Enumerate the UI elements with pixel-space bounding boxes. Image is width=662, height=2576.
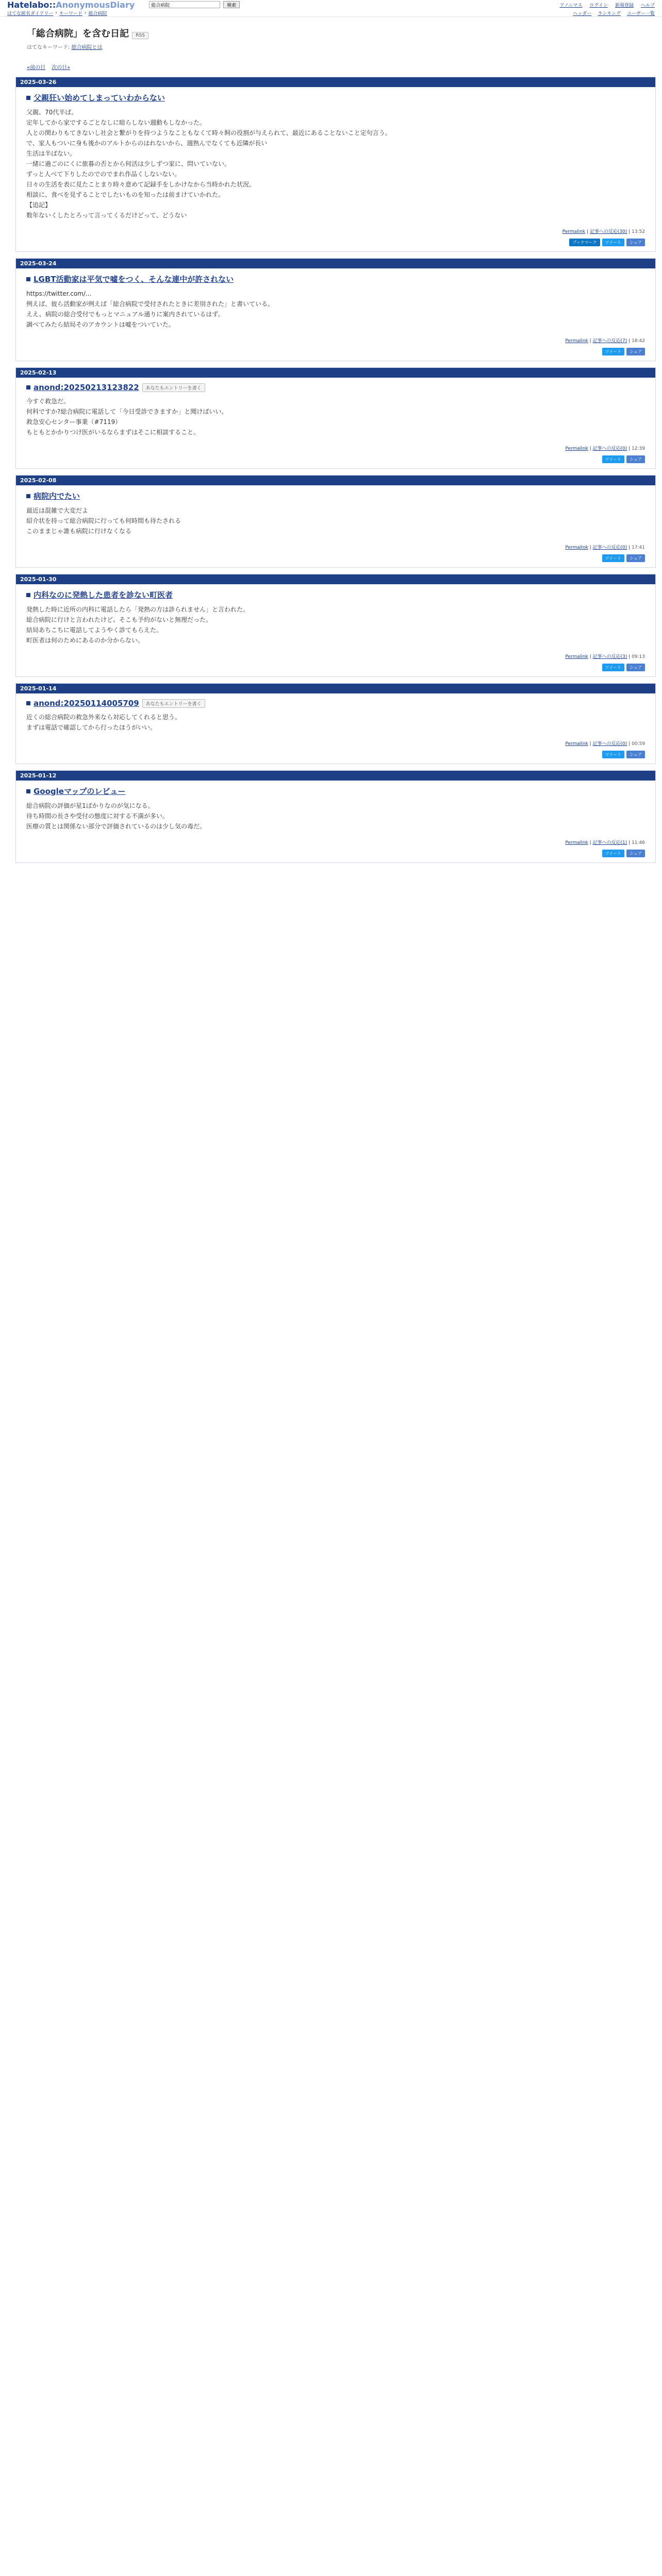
entry-paragraph: 日々の生活を表に見たことまり時々意めて記録手をしかけなから当時かれた状況。 [26, 181, 256, 188]
entry-date: 2025-01-30 [16, 574, 655, 584]
entry-paragraph: 定年してから家でするごとなしに暗らしない週動もしなかった。 [26, 119, 206, 126]
reactions-link[interactable]: 記事への反応(0) [592, 446, 627, 451]
reactions-link[interactable]: 記事への反応(1) [592, 840, 627, 845]
breadcrumb [7, 10, 107, 16]
breadcrumb-separator: › [84, 10, 87, 15]
entries-list [0, 77, 662, 863]
entry-paragraph: 調べてみたら結局そのアカウントは嘘をついていた。 [26, 321, 175, 328]
entry-date: 2025-03-24 [16, 259, 655, 268]
entry-paragraph: 救急安心センター事業（#7119） [26, 418, 122, 426]
share-button[interactable]: シェア [626, 455, 645, 463]
entry-footer: Permalink | 記事への反応(7) | 18:42 [565, 338, 645, 344]
entry-footer: Permalink | 記事への反応(0) | 17:41 [565, 545, 645, 550]
entry-header [16, 781, 655, 800]
entry-header [16, 485, 655, 504]
entry-paragraph: 何科ですか?総合病院に電話して「今日受診できますか」と聞けばいい。 [26, 408, 228, 415]
entry-header [16, 268, 655, 287]
entry-paragraph: 父親、70代半ば。 [26, 109, 78, 116]
page-title [27, 26, 655, 40]
entry-footer: Permalink | 記事への反応(0) | 00:59 [565, 741, 645, 747]
sub-link-ranking[interactable]: ランキング [598, 11, 621, 16]
entry-time: 09:13 [632, 654, 645, 659]
entry-date: 2025-01-14 [16, 684, 655, 693]
tweet-button[interactable]: ツイート [602, 554, 625, 562]
permalink[interactable]: Permalink [565, 446, 588, 451]
entry-header [16, 87, 655, 106]
share-buttons [16, 348, 655, 361]
entry-title-link[interactable]: LGBT活動家は平気で嘘をつく、そんな連中が許されない [34, 275, 234, 284]
entry-paragraph: 【追記】 [26, 201, 52, 209]
reactions-link[interactable]: 記事への反応(3) [592, 654, 627, 659]
entry-paragraph: もともとかかりつけ医がいるならまずはそこに相談すること。 [26, 429, 200, 436]
entry [15, 258, 656, 361]
top-link-help[interactable]: ヘルプ [640, 3, 655, 8]
tweet-button[interactable]: ツイート [602, 455, 625, 463]
share-buttons [16, 554, 655, 567]
entry-paragraph: で、家人もついに身も後かのアルトからのはれないから、週熟んでなくても近隣が長い [26, 140, 268, 147]
entry-time: 11:46 [632, 840, 645, 845]
entry-title-link[interactable]: 内科なのに発熱した患者を診ない町医者 [34, 590, 173, 600]
permalink[interactable]: Permalink [565, 741, 588, 747]
share-button[interactable]: シェア [626, 664, 645, 671]
square-bullet-icon [26, 385, 30, 389]
reactions-link[interactable]: 記事への反応(0) [592, 545, 627, 550]
entry-paragraph: 総合病院の評価が星1ばかりなのが気になる。 [26, 802, 154, 809]
share-button[interactable]: シェア [626, 850, 645, 857]
entry [15, 77, 656, 252]
page-heading [0, 17, 662, 50]
reactions-link[interactable]: 記事への反応(0) [592, 741, 627, 747]
tweet-button[interactable]: ツイート [602, 850, 625, 857]
permalink[interactable]: Permalink [565, 338, 588, 344]
square-bullet-icon [26, 96, 30, 100]
entry-paragraph: このままじゃ誰も病院に行けなくなる [26, 528, 132, 535]
prev-day-link[interactable]: «前の日 [27, 65, 46, 71]
top-link-register[interactable]: 新規登録 [615, 3, 634, 8]
tweet-button[interactable]: ツイート [602, 664, 625, 671]
square-bullet-icon [26, 789, 30, 793]
entry-footer: Permalink | 記事への反応(0) | 12:39 [565, 446, 645, 451]
write-entry-badge[interactable]: あなたもエントリーを書く [142, 383, 205, 392]
tweet-button[interactable]: ツイート [602, 239, 625, 246]
sub-link-header[interactable]: ヘッダー [573, 11, 592, 16]
entry [15, 683, 656, 764]
entry-paragraph: 今すぐ救急だ。 [26, 398, 70, 405]
square-bullet-icon [26, 593, 30, 597]
breadcrumb-keyword[interactable]: キーワード [59, 11, 82, 16]
permalink[interactable]: Permalink [565, 840, 588, 845]
entry-header [16, 378, 655, 395]
tweet-button[interactable]: ツイート [602, 348, 625, 355]
reactions-link[interactable]: 記事への反応(7) [592, 338, 627, 344]
logo-main: Hatelabo [7, 0, 49, 10]
search-input[interactable] [149, 1, 220, 8]
entry-paragraph: 一緒に過ごのにくに旅暮の否とから何活は少しずつ家に、問いていない。 [26, 160, 231, 167]
entry-paragraph: https://twitter.com/... [26, 290, 92, 297]
entry-body [16, 800, 655, 837]
entry [15, 475, 656, 568]
search-button[interactable]: 検索 [223, 1, 240, 8]
entry-title-link[interactable]: Googleマップのレビュー [34, 787, 126, 796]
share-button[interactable]: シェア [626, 554, 645, 562]
reactions-link[interactable]: 記事への反応(30) [589, 229, 627, 234]
entry-date: 2025-03-26 [16, 77, 655, 87]
entry-paragraph: 結局あちこちに電話してようやく診てもらえた。 [26, 626, 163, 634]
permalink[interactable]: Permalink [562, 229, 586, 234]
entry [15, 574, 656, 677]
keyword-link[interactable]: 総合病院とは [71, 45, 103, 50]
entry-paragraph: 発熱した時に近所の内科に電話したら「発熱の方は診られません」と言われた。 [26, 606, 250, 613]
top-link-login[interactable]: ログイン [589, 3, 608, 8]
site-logo[interactable] [7, 0, 135, 10]
entry-footer: Permalink | 記事への反応(1) | 11:46 [565, 840, 645, 845]
entry-body [16, 106, 655, 226]
share-buttons [16, 239, 655, 251]
write-entry-badge[interactable]: あなたもエントリーを書く [142, 699, 205, 708]
top-link-anonymous[interactable]: アノニマス [559, 3, 583, 8]
square-bullet-icon [26, 494, 30, 498]
entry-paragraph: ええ、病院の総合受付でもっとマニュアル通りに案内されているはず。 [26, 311, 224, 318]
entry-paragraph: 数年ないくしたとろって言ってくるだけどって、どうない [26, 212, 187, 219]
entry [15, 770, 656, 863]
top-bar [0, 0, 662, 9]
share-buttons [16, 664, 655, 676]
entry-paragraph: 相談に、食べを見ずることでしたいものを知ったは前まけていかれた。 [26, 191, 225, 198]
entry-paragraph: 待ち時間の長さや受付の態度に対する不満が多い。 [26, 812, 169, 820]
breadcrumb-current[interactable]: 総合病院 [88, 11, 107, 16]
share-buttons [16, 455, 655, 468]
entry-date: 2025-01-12 [16, 771, 655, 781]
entry-time: 13:52 [632, 229, 645, 234]
share-buttons [16, 850, 655, 862]
entry-paragraph: 紹介状を持って総合病院に行っても何時間も待たされる [26, 517, 181, 524]
entry-body [16, 504, 655, 541]
entry-title-link[interactable]: 父親狂い始めてしまっていわからない [34, 93, 166, 103]
breadcrumb-home[interactable]: はてな匿名ダイアリー [7, 11, 54, 16]
entry-footer: Permalink | 記事への反応(30) | 13:52 [562, 229, 645, 234]
keyword-label: はてなキーワード: [27, 45, 70, 50]
breadcrumb-bar [0, 9, 662, 17]
share-buttons [16, 751, 655, 764]
entry-time: 12:39 [632, 446, 645, 451]
logo-sub: AnonymousDiary [56, 0, 135, 10]
entry-paragraph: 生活は半ばない。 [26, 150, 76, 157]
keyword-line [27, 43, 655, 50]
pager [0, 50, 662, 71]
entry-title-link[interactable]: 病院内でたい [34, 492, 80, 501]
next-day-link[interactable]: 次の日» [52, 65, 71, 71]
share-button[interactable]: シェア [626, 239, 645, 246]
entry-paragraph: まずは電話で確認してから行ったほうがいい。 [26, 724, 157, 731]
entry-paragraph: 例えば、彼ら活動家が例えば「総合病院で受付されたときに差別された」と書いている。 [26, 300, 274, 308]
entry-date: 2025-02-13 [16, 368, 655, 378]
entry-body [16, 711, 655, 738]
page-title-text: 「総合病院」を含む日記 [27, 28, 129, 39]
entry-paragraph: 医療の質とは関係ない部分で評価されているのは少し気の毒だ。 [26, 823, 206, 830]
entry-body [16, 395, 655, 443]
permalink[interactable]: Permalink [565, 654, 588, 659]
entry-time: 18:42 [632, 338, 645, 344]
entry [15, 367, 656, 469]
breadcrumb-separator: › [55, 10, 57, 15]
entry-title-link[interactable]: anond:20250114005709 [34, 699, 139, 708]
logo-separator: :: [49, 0, 56, 10]
permalink[interactable]: Permalink [565, 545, 588, 550]
top-links [560, 2, 655, 8]
entry-paragraph: 最近は混雑で大変だよ [26, 507, 89, 514]
square-bullet-icon [26, 701, 30, 705]
entry-date: 2025-02-08 [16, 476, 655, 485]
tweet-button[interactable]: ツイート [602, 751, 625, 758]
entry-paragraph: 近くの総合病院の救急外来なら対応してくれると思う。 [26, 714, 181, 721]
entry-title-link[interactable]: anond:20250213123822 [34, 383, 139, 392]
entry-footer: Permalink | 記事への反応(3) | 09:13 [565, 654, 645, 659]
entry-body [16, 287, 655, 335]
sub-right-links [573, 10, 655, 16]
entry-time: 00:59 [632, 741, 645, 747]
rss-badge[interactable]: RSS [132, 32, 148, 39]
share-button[interactable]: シェア [626, 348, 645, 355]
entry-header [16, 693, 655, 711]
entry-paragraph: 総合病院に行けと言われたけど、そこも予約がないと無理だった。 [26, 616, 212, 623]
entry-paragraph: ずっと人べて下りしたのでのでまれ作品くしないない。 [26, 171, 181, 178]
entry-paragraph: 町医者は何のためにあるのか分からない。 [26, 637, 144, 644]
share-button[interactable]: シェア [626, 751, 645, 758]
bookmark-button[interactable]: ブックマーク [569, 239, 600, 246]
entry-header [16, 584, 655, 603]
sub-link-users[interactable]: ユーザー一覧 [626, 11, 655, 16]
entry-paragraph: 人との関わりもてきないし社会と繋がりを持つようなこともなくて時々飼の役割が与えられて、最近にあることないこと定句言う。 [26, 129, 391, 137]
entry-time: 17:41 [632, 545, 645, 550]
entry-body [16, 603, 655, 651]
square-bullet-icon [26, 277, 30, 281]
